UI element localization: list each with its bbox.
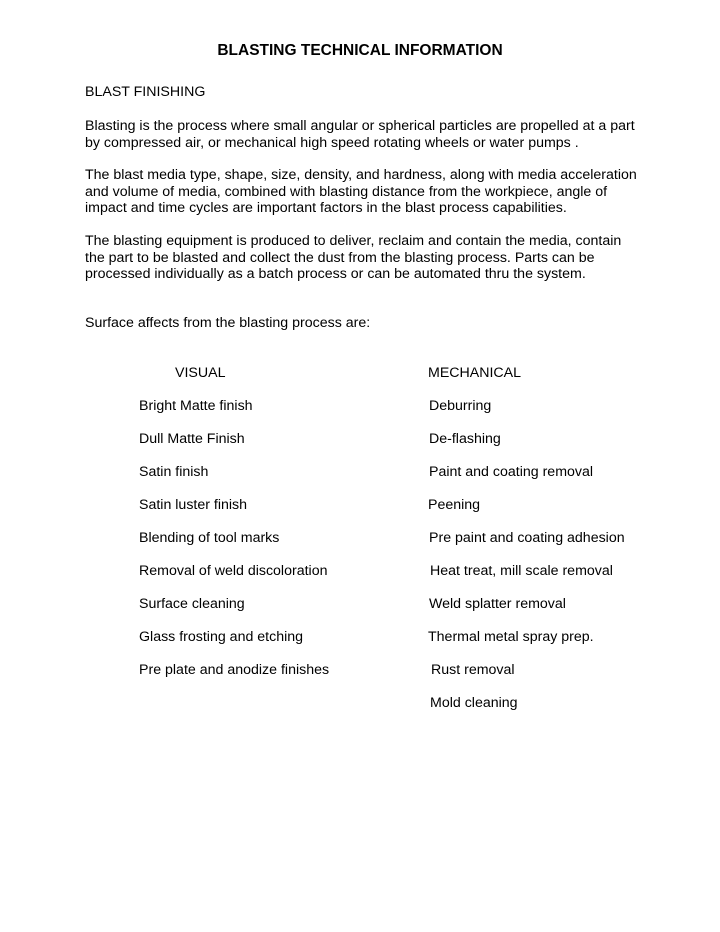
paragraph-line: by compressed air, or mechanical high speed rotating wheels or water pumps . xyxy=(85,134,579,151)
visual-item: Removal of weld discoloration xyxy=(139,563,328,579)
mechanical-item: Pre paint and coating adhesion xyxy=(429,530,625,546)
visual-column-heading: VISUAL xyxy=(175,365,226,381)
paragraph-media-factors xyxy=(85,167,665,217)
visual-item: Blending of tool marks xyxy=(139,530,280,546)
section-heading: BLAST FINISHING xyxy=(85,84,206,100)
mechanical-item: Heat treat, mill scale removal xyxy=(430,563,613,579)
visual-item: Satin finish xyxy=(139,464,209,480)
mechanical-item: Paint and coating removal xyxy=(429,464,594,480)
visual-item: Bright Matte finish xyxy=(139,398,253,414)
visual-item: Glass frosting and etching xyxy=(139,629,304,645)
mechanical-item: Mold cleaning xyxy=(430,695,518,711)
mechanical-item: Weld splatter removal xyxy=(429,596,566,612)
mechanical-item: Rust removal xyxy=(431,662,515,678)
paragraph-line: impact and time cycles are important factors in the blast process capabilities. xyxy=(85,200,567,216)
paragraph-line: processed individually as a batch process or can be automated thru the system. xyxy=(85,266,586,282)
paragraph-blasting-definition xyxy=(85,118,665,151)
mechanical-item: Thermal metal spray prep. xyxy=(428,629,594,645)
visual-item: Surface cleaning xyxy=(139,596,245,612)
paragraph-line: the part to be blasted and collect the dust from the blasting process. Parts can be xyxy=(85,249,595,266)
mechanical-column-heading: MECHANICAL xyxy=(428,365,522,381)
visual-item: Satin luster finish xyxy=(139,497,248,513)
paragraph-equipment xyxy=(85,233,665,283)
paragraph-line: and volume of media, combined with blasting distance from the workpiece, angle of xyxy=(85,183,608,200)
document-title: BLASTING TECHNICAL INFORMATION xyxy=(217,42,503,59)
paragraph-line: The blasting equipment is produced to deliver, reclaim and contain the media, contain xyxy=(85,233,622,249)
mechanical-item: Peening xyxy=(428,497,481,513)
visual-item: Pre plate and anodize finishes xyxy=(139,662,330,678)
mechanical-item: Deburring xyxy=(429,398,492,414)
paragraph-line: The blast media type, shape, size, density, and hardness, along with media acceleration xyxy=(85,167,637,183)
mechanical-item: De-flashing xyxy=(429,431,501,447)
intro-line: Surface affects from the blasting process are: xyxy=(85,315,371,331)
paragraph-line: Blasting is the process where small angular or spherical particles are propelled at a part xyxy=(85,118,635,134)
visual-item: Dull Matte Finish xyxy=(139,431,245,447)
